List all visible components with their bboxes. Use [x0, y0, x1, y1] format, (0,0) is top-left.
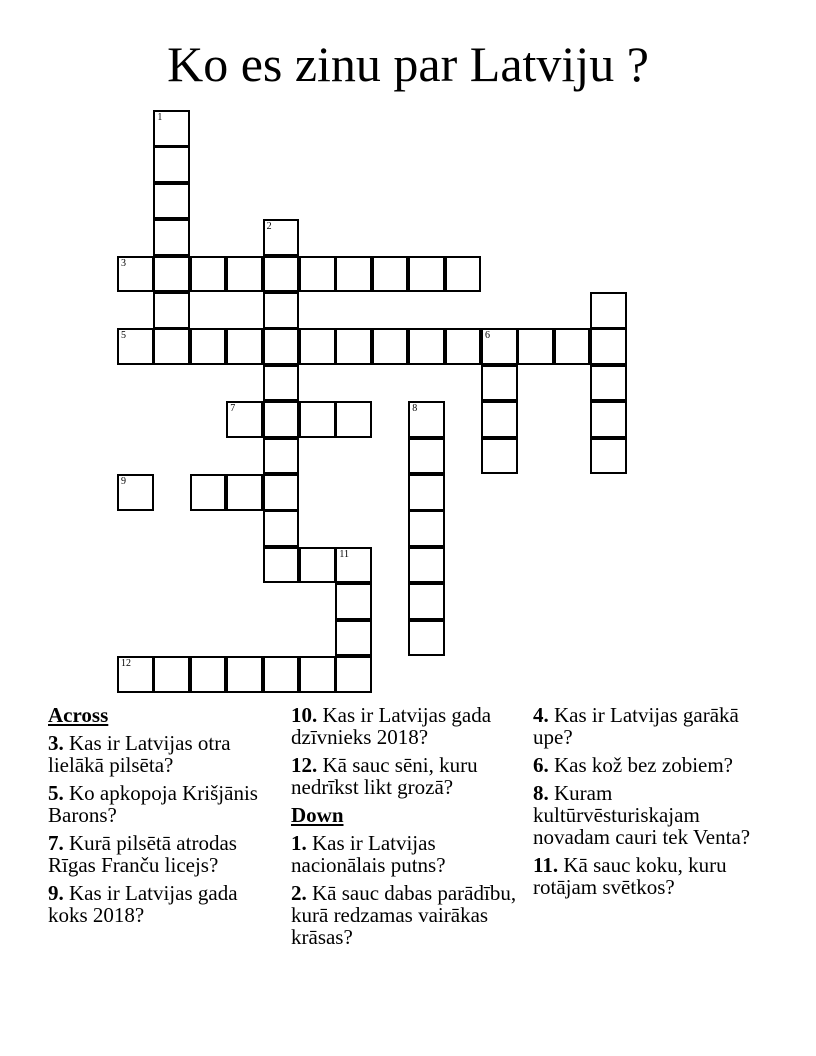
crossword-cell[interactable]	[335, 256, 372, 293]
crossword-cell[interactable]	[481, 365, 518, 402]
crossword-cell[interactable]	[226, 256, 263, 293]
crossword-cell[interactable]	[554, 328, 591, 365]
clue-text: Kā sauc koku, kuru rotājam svētkos?	[533, 853, 727, 899]
cell-number: 3	[121, 257, 126, 269]
crossword-cell[interactable]	[226, 656, 263, 693]
clue-down-6	[533, 754, 773, 776]
cell-number: 2	[266, 221, 272, 233]
clue-text: Kas kož bez zobiem?	[548, 753, 734, 777]
clue-number: 3.	[48, 731, 64, 755]
crossword-cell[interactable]	[590, 401, 627, 438]
clue-across-3	[48, 732, 280, 776]
clue-text: Kā sauc dabas parādību, kurā redzamas vairākas krāsas?	[291, 881, 517, 949]
clue-number: 11.	[533, 853, 559, 877]
crossword-cell[interactable]	[117, 256, 154, 293]
crossword-cell[interactable]	[408, 547, 445, 584]
crossword-cell[interactable]	[153, 183, 190, 220]
crossword-cell[interactable]	[481, 438, 518, 475]
clue-number: 2.	[291, 881, 307, 905]
crossword-cell[interactable]	[408, 620, 445, 657]
crossword-cell[interactable]	[372, 328, 409, 365]
crossword-cell[interactable]	[263, 256, 300, 293]
clue-text: Ko apkopoja Krišjānis Barons?	[48, 781, 258, 827]
crossword-cell[interactable]	[335, 547, 372, 584]
crossword-cell[interactable]	[408, 256, 445, 293]
clue-across-10	[291, 704, 527, 748]
crossword-cell[interactable]	[263, 510, 300, 547]
crossword-cell[interactable]	[335, 328, 372, 365]
cell-number: 9	[121, 476, 126, 487]
clues-column-3	[533, 704, 773, 904]
clue-number: 10.	[291, 703, 318, 727]
crossword-cell[interactable]	[408, 328, 445, 365]
crossword-cell[interactable]	[299, 656, 336, 693]
crossword-cell[interactable]	[153, 292, 190, 329]
clue-text: Kuram kultūrvēsturiskajam novadam cauri tek Venta?	[533, 781, 751, 849]
crossword-cell[interactable]	[408, 583, 445, 620]
cell-number: 6	[485, 330, 490, 342]
crossword-cell[interactable]	[263, 328, 300, 365]
crossword-cell[interactable]	[190, 256, 227, 293]
crossword-cell[interactable]	[299, 547, 336, 584]
clue-text: Kas ir Latvijas gada koks 2018?	[48, 881, 238, 927]
crossword-cell[interactable]	[408, 401, 445, 438]
crossword-cell[interactable]	[190, 474, 227, 511]
clue-number: 12.	[291, 753, 318, 777]
cell-number: 7	[230, 403, 236, 415]
clue-text: Kas ir Latvijas garākā upe?	[533, 703, 739, 749]
clue-down-8	[533, 782, 773, 848]
crossword-cell[interactable]	[263, 219, 300, 256]
clue-text: Kā sauc sēni, kuru nedrīkst likt grozā?	[291, 753, 478, 799]
crossword-cell[interactable]	[153, 328, 190, 365]
clue-number: 4.	[533, 703, 549, 727]
crossword-cell[interactable]	[335, 656, 372, 693]
clue-down-11	[533, 854, 773, 898]
crossword-cell[interactable]	[263, 365, 300, 402]
clue-text: Kurā pilsētā atrodas Rīgas Franču licejs?	[48, 831, 237, 877]
crossword-cell[interactable]	[117, 656, 154, 693]
crossword-cell[interactable]	[590, 438, 627, 475]
crossword-cell[interactable]	[445, 256, 482, 293]
crossword-cell[interactable]	[153, 256, 190, 293]
clue-number: 6.	[533, 753, 549, 777]
crossword-cell[interactable]	[153, 219, 190, 256]
crossword-cell[interactable]	[408, 474, 445, 511]
clue-text: Kas ir Latvijas otra lielākā pilsēta?	[48, 731, 231, 777]
down-heading: Down	[291, 803, 344, 827]
crossword-cell[interactable]	[481, 401, 518, 438]
clue-number: 1.	[291, 831, 307, 855]
crossword-cell[interactable]	[335, 583, 372, 620]
cell-number: 8	[412, 403, 418, 415]
clue-down-2	[291, 882, 527, 948]
clue-down-1	[291, 832, 527, 876]
crossword-cell[interactable]	[299, 328, 336, 365]
crossword-cell[interactable]	[117, 328, 154, 365]
clue-down-4	[533, 704, 773, 748]
crossword-cell[interactable]	[335, 620, 372, 657]
crossword-cell[interactable]	[299, 256, 336, 293]
crossword-cell[interactable]	[153, 146, 190, 183]
cell-number: 12	[121, 658, 131, 669]
across-heading: Across	[48, 703, 109, 727]
crossword-cell[interactable]	[263, 547, 300, 584]
crossword-cell[interactable]	[335, 401, 372, 438]
crossword-cell[interactable]	[590, 292, 627, 329]
clue-across-9	[48, 882, 280, 926]
clue-number: 5.	[48, 781, 64, 805]
cell-number: 11	[339, 548, 350, 560]
clue-text: Kas ir Latvijas nacionālais putns?	[291, 831, 446, 877]
cell-number: 1	[157, 112, 163, 123]
crossword-cell[interactable]	[517, 328, 554, 365]
crossword-cell[interactable]	[226, 328, 263, 365]
crossword-cell[interactable]	[263, 656, 300, 693]
crossword-cell[interactable]	[153, 656, 190, 693]
clues-column-2	[291, 704, 527, 954]
crossword-cell[interactable]	[408, 510, 445, 547]
crossword-cell[interactable]	[226, 474, 263, 511]
clue-number: 8.	[533, 781, 549, 805]
crossword-cell[interactable]	[226, 401, 263, 438]
crossword-cell[interactable]	[190, 656, 227, 693]
crossword-cell[interactable]	[263, 438, 300, 475]
crossword-cell[interactable]	[299, 401, 336, 438]
crossword-cell[interactable]	[481, 328, 518, 365]
page-title: Ko es zinu par Latviju ?	[167, 36, 649, 92]
clue-across-7	[48, 832, 280, 876]
clue-number: 7.	[48, 831, 64, 855]
crossword-cell[interactable]	[590, 328, 627, 365]
crossword-cell[interactable]	[372, 256, 409, 293]
clue-across-5	[48, 782, 280, 826]
crossword-cell[interactable]	[590, 365, 627, 402]
crossword-cell[interactable]	[263, 474, 300, 511]
clues-column-1	[48, 704, 280, 932]
clue-number: 9.	[48, 881, 64, 905]
crossword-cell[interactable]	[263, 401, 300, 438]
clue-text: Kas ir Latvijas gada dzīvnieks 2018?	[291, 703, 492, 749]
crossword-cell[interactable]	[445, 328, 482, 365]
crossword-cell[interactable]	[153, 110, 190, 147]
crossword-cell[interactable]	[117, 474, 154, 511]
clue-across-12	[291, 754, 527, 798]
crossword-cell[interactable]	[190, 328, 227, 365]
crossword-cell[interactable]	[263, 292, 300, 329]
crossword-cell[interactable]	[408, 438, 445, 475]
cell-number: 5	[121, 330, 126, 342]
